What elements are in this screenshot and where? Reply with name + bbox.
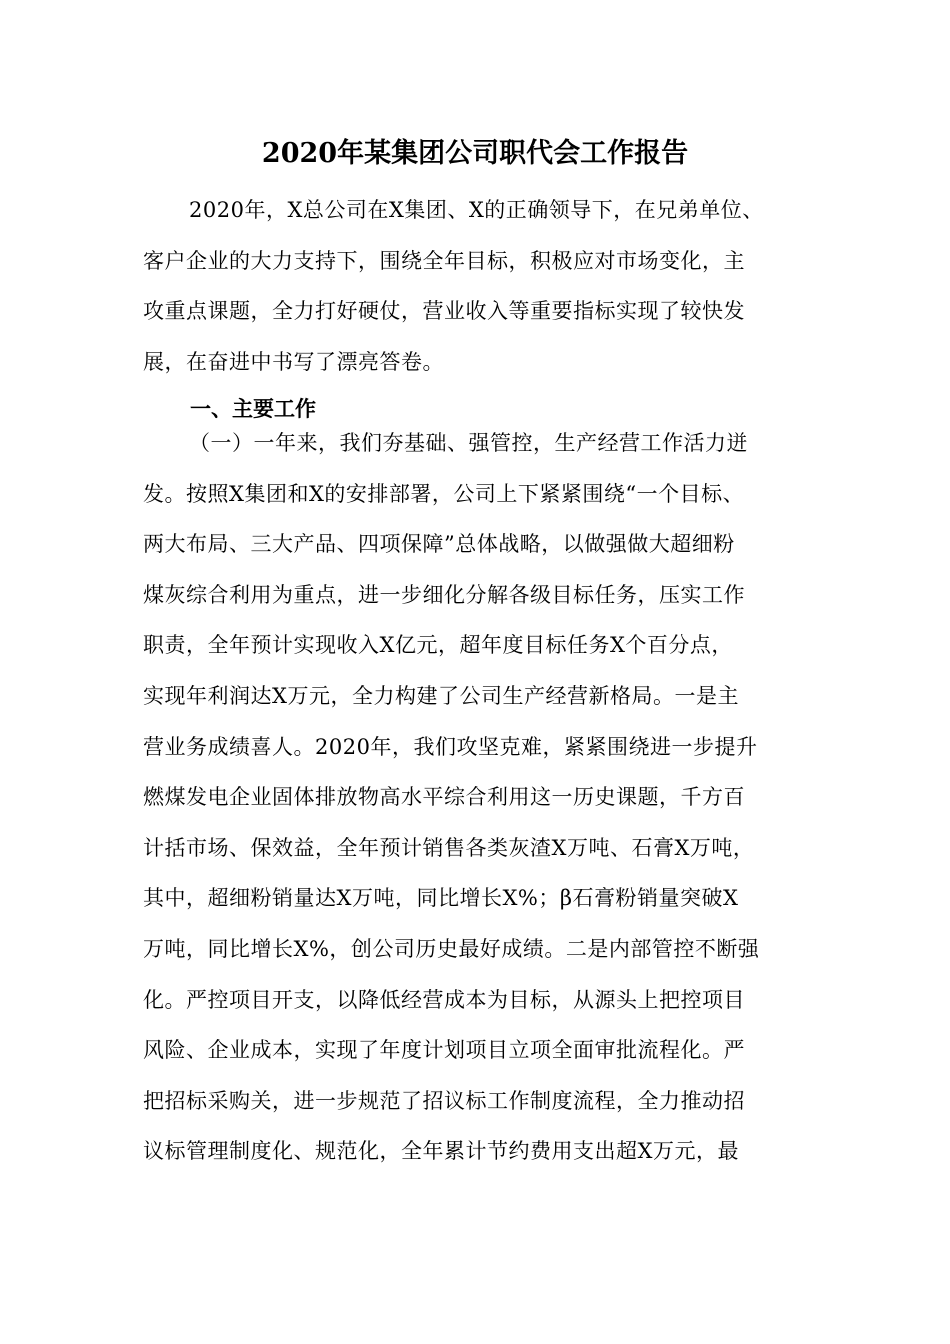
paragraph-line: 煤灰综合利用为重点，进一步细化分解各级目标任务，压实工作	[143, 582, 745, 607]
paragraph-line: 其中，超细粉销量达X万吨，同比增长X%；β石膏粉销量突破X	[143, 886, 739, 911]
paragraph-line: 万吨，同比增长X%，创公司历史最好成绩。二是内部管控不断强	[143, 936, 760, 961]
paragraph-line: 2020年，X总公司在X集团、X的正确领导下，在兄弟单位、	[189, 198, 764, 222]
paragraph-line: 两大布局、三大产品、四项保障”总体战略，以做强做大超细粉	[143, 532, 735, 557]
paragraph-line: 燃煤发电企业固体排放物高水平综合利用这一历史课题，千方百	[143, 785, 745, 810]
paragraph-line: 职责，全年预计实现收入X亿元，超年度目标任务X个百分点，	[143, 633, 733, 658]
paragraph-line: 风险、企业成本，实现了年度计划项目立项全面审批流程化。严	[143, 1038, 745, 1063]
paragraph-line: 化。严控项目开支，以降低经营成本为目标，从源头上把控项目	[143, 987, 745, 1012]
paragraph-line: 发。按照X集团和X的安排部署，公司上下紧紧围绕“一个目标、	[143, 481, 745, 506]
paragraph-line: 展，在奋进中书写了漂亮答卷。	[143, 349, 444, 374]
paragraph-line: 客户企业的大力支持下，围绕全年目标，积极应对市场变化，主	[143, 248, 745, 273]
section-paragraph	[143, 418, 833, 1177]
section-heading: 一、主要工作	[190, 396, 316, 421]
paragraph-line: 计括市场、保效益，全年预计销售各类灰渣X万吨、石膏X万吨，	[143, 835, 755, 860]
document-title: 2020年某集团公司职代会工作报告	[261, 138, 689, 169]
intro-paragraph	[143, 185, 833, 387]
paragraph-line: 实现年利润达X万元，全力构建了公司生产经营新格局。一是主	[143, 683, 739, 708]
paragraph-line: 把招标采购关，进一步规范了招议标工作制度流程，全力推动招	[143, 1088, 745, 1113]
paragraph-line: 攻重点课题，全力打好硬仗，营业收入等重要指标实现了较快发	[143, 299, 745, 324]
paragraph-line: 营业务成绩喜人。2020年，我们攻坚克难，紧紧围绕进一步提升	[143, 734, 758, 759]
paragraph-line: （一）一年来，我们夯基础、强管控，生产经营工作活力迸	[189, 431, 748, 455]
paragraph-line: 议标管理制度化、规范化，全年累计节约费用支出超X万元，最	[143, 1139, 739, 1164]
